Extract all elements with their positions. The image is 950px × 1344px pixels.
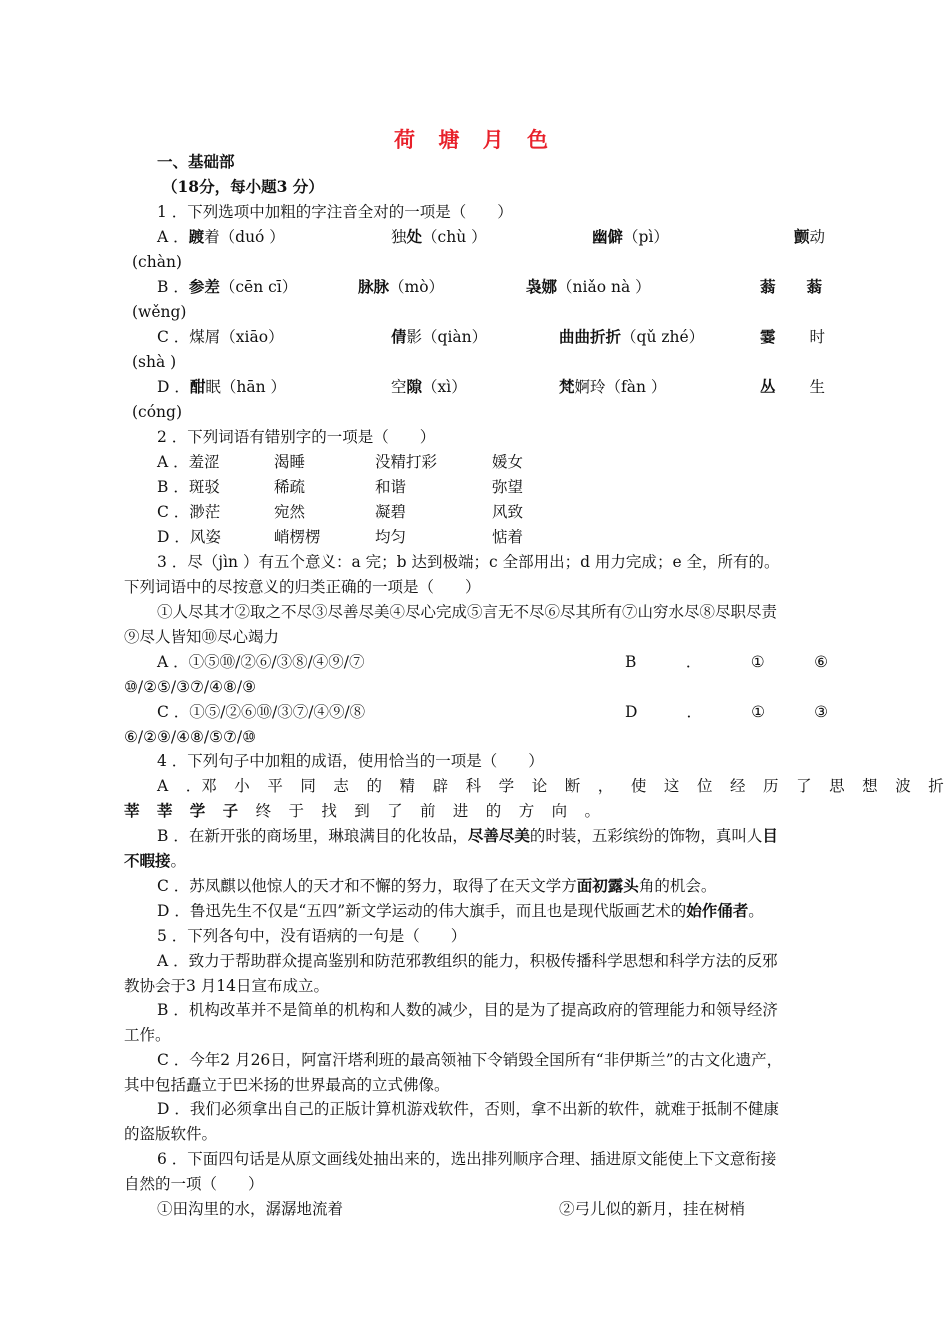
q4-option-d: D ．鲁迅先生不仅是“五四”新文学运动的伟大旗手，而且也是现代版画艺术的始作俑者。 xyxy=(157,901,764,920)
q3-option-c: C ．①⑤/②⑥⑩/③⑦/④⑨/⑧ xyxy=(157,703,366,721)
q3-option-d-wrap: ⑥/②⑨/④⑧/⑤⑦/⑩ xyxy=(124,728,257,746)
q4-option-b-line1: B ．在新开张的商场里，琳琅满目的化妆品，尽善尽美的时装，五彩缤纷的饰物，真叫人目 xyxy=(157,826,778,845)
q6-stem-line2: 自然的一项（ ） xyxy=(124,1175,264,1193)
q6-option-2: ②弓儿似的新月，挂在树梢 xyxy=(559,1200,746,1218)
q3-option-a: A ．①⑤⑩/②⑥/③⑧/④⑨/⑦ xyxy=(157,653,365,671)
q4-option-c: C ．苏凤麒以他惊人的天才和不懈的努力，取得了在天文学方面初露头角的机会。 xyxy=(157,876,717,895)
q3-list-line2: ⑨尽人皆知⑩尽心竭力 xyxy=(124,628,280,646)
q1-stem: 1 ．下列选项中加粗的字注音全对的一项是（ ） xyxy=(157,203,513,221)
q4-option-a-line1: A ．邓 小 平 同 志 的 精 辟 科 学 论 断 ， 使 这 位 经 历 了 思 想 波 折 xyxy=(157,777,944,795)
document-page: 荷 塘 月 色 一、基础部 （18分，每小题3 分） 1 ．下列选项中加粗的字注音全对的一项是（ ） A ．踱着（duó ） 独处（chù ） 幽僻（pì） 颤动 (chàn) B ．参差（cēn cī） 脉脉（mò） 袅娜（niǎo nà ） 蓊 蓊 (wěng) C ．煤屑（xiāo） 倩影（qiàn） 曲曲折折（qǔ zhé） 霎 时 (shà ) D ．酣眠（hān ） 空隙（xì） 梵婀玲（fàn ） 丛 生 (cóng) 2 ．下列词语有错别字的一项是（ ） A ．羞涩 渴睡 没精打彩 媛女 B ．斑驳 稀疏 和谐 弥望 C ．渺茫 宛然 凝碧 风致 D ．风姿 峭楞楞 均匀 惦着 3 ．尽（jìn ）有五个意义：a 完；b 达到极端；c 全部用出；d 用力完成；e 全，所有的。 下列词语中的尽按意义的归类正确的一项是（ ） ①人尽其才②取之不尽③尽善尽美④尽心完成⑤言无不尽⑥尽其所有⑦山穷水尽⑧尽职尽责 ⑨尽人皆知⑩尽心竭力 A ．①⑤⑩/②⑥/③⑧/④⑨/⑦ B ． ① ⑥ ⑩/②⑤/③⑦/④⑧/⑨ C ．①⑤/②⑥⑩/③⑦/④⑨/⑧ D ． ① ③ ⑥/②⑨/④⑧/⑤⑦/⑩ 4 ．下列句子中加粗的成语，使用恰当的一项是（ ） A ．邓 小 平 同 志 的 精 辟 科 学 论 断 ， 使 这 位 经 历 了 思 想 波 折 莘 莘 学 子 终 于 找 到 了 前 进 的 方 向 。 B ．在新开张的商场里，琳琅满目的化妆品，尽善尽美的时装，五彩缤纷的饰物，真叫人目 不暇接。 C ．苏凤麒以他惊人的天才和不懈的努力，取得了在天文学方面初露头角的机会。 D ．鲁迅先生不仅是“五四”新文学运动的伟大旗手，而且也是现代版画艺术的始作俑者。 5 ．下列各句中，没有语病的一句是（ ） A ．致力于帮助群众提高鉴别和防范邪教组织的能力，积极传播科学思想和科学方法的反邪 教协会于3 月14日宣布成立。 B ．机构改革并不是简单的机构和人数的减少，目的是为了提高政府的管理能力和领导经济 工作。 C ．今年2 月26日，阿富汗塔利班的最高领袖下令销毁全国所有“非伊斯兰”的古文化遗产， 其中包括矗立于巴米扬的世界最高的立式佛像。 D ．我们必须拿出自己的正版计算机游戏软件，否则，拿不出新的软件，就难于抵制不健康 的盗版软件。 6 ．下面四句话是从原文画线处抽出来的，选出排列顺序合理、插进原文能使上下文意衔接 自然的一项（ ） ①田沟里的水，潺潺地流着 ②弓儿似的新月，挂在树梢 xyxy=(0,0,950,1344)
section-heading: 一、基础部 xyxy=(157,152,235,171)
q5-stem: 5 ．下列各句中，没有语病的一句是（ ） xyxy=(157,927,467,945)
section-score: （18分，每小题3 分） xyxy=(162,177,324,196)
q6-option-1: ①田沟里的水，潺潺地流着 xyxy=(157,1200,344,1218)
q3-stem-line2: 下列词语中的尽按意义的归类正确的一项是（ ） xyxy=(124,578,481,596)
q3-stem-line1: 3 ．尽（jìn ）有五个意义：a 完；b 达到极端；c 全部用出；d 用力完成；e 全，所有的。 xyxy=(157,553,780,571)
q3-option-d: D ． ① ③ xyxy=(625,703,828,721)
q4-stem: 4 ．下列句子中加粗的成语，使用恰当的一项是（ ） xyxy=(157,752,544,770)
q5-option-d-line1: D ．我们必须拿出自己的正版计算机游戏软件，否则，拿不出新的软件，就难于抵制不健康 xyxy=(157,1100,779,1118)
q2-stem: 2 ．下列词语有错别字的一项是（ ） xyxy=(157,428,436,446)
q5-option-c-line2: 其中包括矗立于巴米扬的世界最高的立式佛像。 xyxy=(124,1076,450,1094)
q5-option-d-line2: 的盗版软件。 xyxy=(124,1125,218,1143)
q4-option-b-line2: 不暇接。 xyxy=(124,851,187,870)
page-title: 荷 塘 月 色 xyxy=(394,127,556,152)
q4-option-a-line2: 莘 莘 学 子 终 于 找 到 了 前 进 的 方 向 。 xyxy=(124,801,600,820)
q5-option-a-line2: 教协会于3 月14日宣布成立。 xyxy=(124,977,330,995)
q5-option-b-line2: 工作。 xyxy=(124,1026,171,1044)
q3-option-b-wrap: ⑩/②⑤/③⑦/④⑧/⑨ xyxy=(124,678,257,696)
q6-stem-line1: 6 ．下面四句话是从原文画线处抽出来的，选出排列顺序合理、插进原文能使上下文意衔接 xyxy=(157,1150,777,1168)
q3-list-line1: ①人尽其才②取之不尽③尽善尽美④尽心完成⑤言无不尽⑥尽其所有⑦山穷水尽⑧尽职尽责 xyxy=(157,603,778,621)
q5-option-a-line1: A ．致力于帮助群众提高鉴别和防范邪教组织的能力，积极传播科学思想和科学方法的反邪 xyxy=(157,952,778,970)
q5-option-b-line1: B ．机构改革并不是简单的机构和人数的减少，目的是为了提高政府的管理能力和领导经济 xyxy=(157,1001,778,1019)
q3-option-b: B ． ① ⑥ xyxy=(625,653,828,671)
q5-option-c-line1: C ．今年2 月26日，阿富汗塔利班的最高领袖下令销毁全国所有“非伊斯兰”的古文化遗产， xyxy=(157,1051,783,1069)
